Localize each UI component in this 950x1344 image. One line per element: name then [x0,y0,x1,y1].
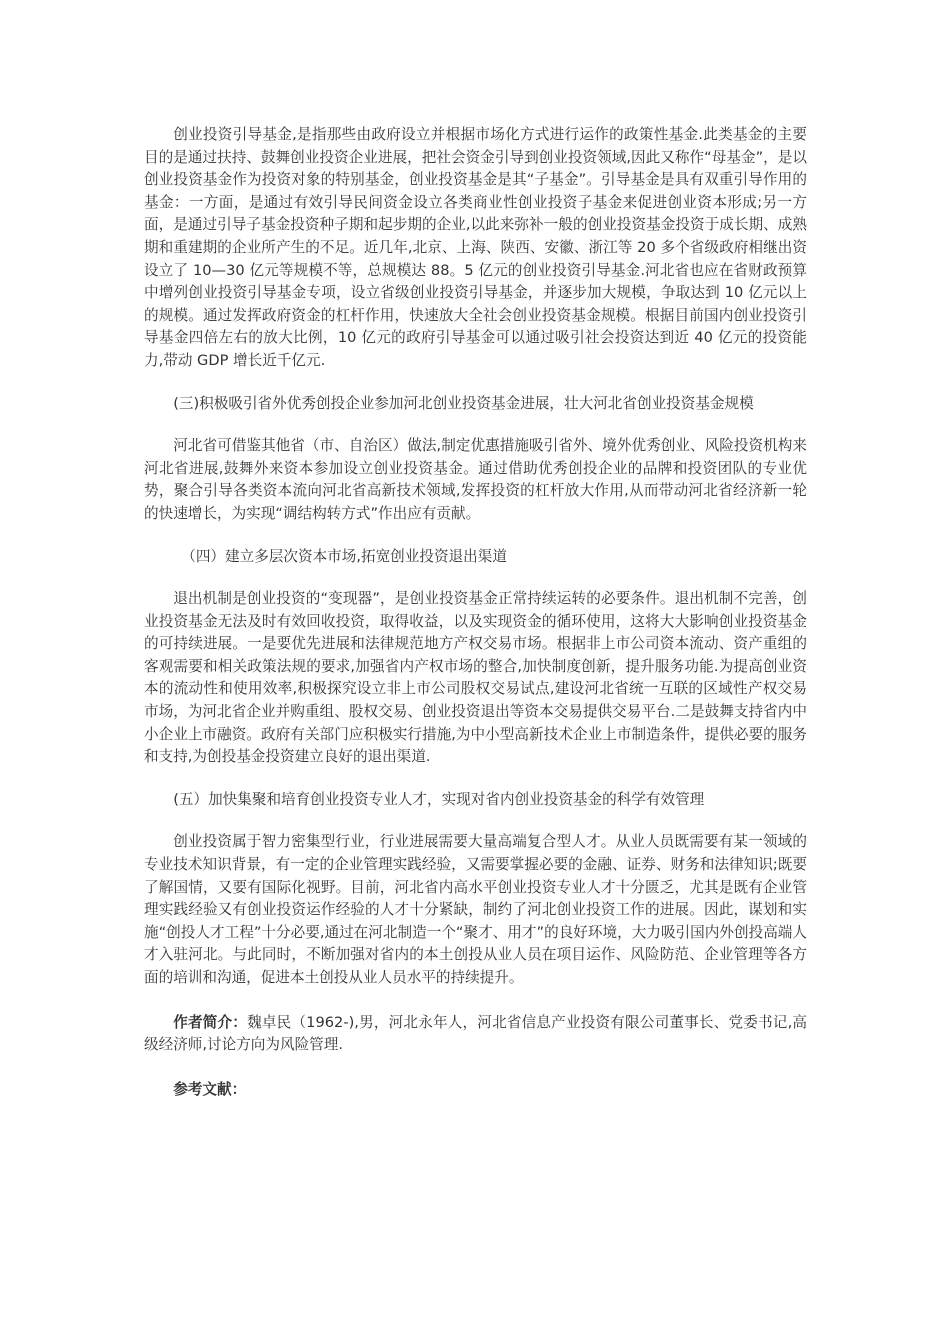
section-heading-3: (三)积极吸引省外优秀创投企业参加河北创业投资基金进展，壮大河北省创业投资基金规模 [173,394,754,412]
paragraph-exit-mechanism: 退出机制是创业投资的“变现器”，是创业投资基金正常持续运转的必要条件。退出机制不完善，创业投资基金无法及时有效回收投资，取得收益，以及实现资金的循环使用，这将大大影响创业投资基金的可持续进展。一是要优先进展和法律规范地方产权交易市场。根据非上市公司资本流动、资产重组的客观需要和相关政策法规的要求,加强省内产权市场的整合,加快制度创新，提升服务功能.为提高创业资本的流动性和使用效率,积极探究设立非上市公司股权交易试点,建设河北省统一互联的区域性产权交易市场，为河北省企业并购重组、股权交易、创业投资退出等资本交易提供交易平台.二是鼓舞支持省内中小企业上市融资。政府有关部门应积极实行措施,为中小型高新技术企业上市制造条件，提供必要的服务和支持,为创投基金投资建立良好的退出渠道. [144,590,807,766]
paragraph-guide-fund: 创业投资引导基金,是指那些由政府设立并根据市场化方式进行运作的政策性基金.此类基金的主要目的是通过扶持、鼓舞创业投资企业进展，把社会资金引导到创业投资领域,因此又称作“母基金”，是以创业投资基金作为投资对象的特别基金，创业投资基金是其“子基金”。引导基金是具有双重引导作用的基金：一方面，是通过有效引导民间资金设立各类商业性创业投资子基金来促进创业资本形成;另一方面，是通过引导子基金投资种子期和起步期的企业,以此来弥补一般的创业投资基金投资于成长期、成熟期和重建期的企业所产生的不足。近几年,北京、上海、陕西、安徽、浙江等 20 多个省级政府相继出资设立了 10—30 亿元等规模不等，总规模达 88。5 亿元的创业投资引导基金.河北省也应在省财政预算中增列创业投资引导基金专项，设立省级创业投资引导基金，并逐步加大规模，争取达到 10 亿元以上的规模。通过发挥政府资金的杠杆作用，快速放大全社会创业投资基金规模。根据目前国内创业投资引导基金四倍左右的放大比例，10 亿元的政府引导基金可以通过吸引社会投资达到近 40 亿元的投资能力,带动 GDP 增长近千亿元. [144,126,807,369]
author-bio [144,1012,807,1057]
section-heading-4: （四）建立多层次资本市场,拓宽创业投资退出渠道 [181,547,507,565]
spacer [144,415,807,435]
references-heading: 参考文献： [173,1080,247,1098]
spacer [144,1057,807,1079]
author-bio-label: 作者简介： [173,1013,248,1031]
spacer [144,811,807,831]
paragraph-attract-investors: 河北省可借鉴其他省（市、自治区）做法,制定优惠措施吸引省外、境外优秀创业、风险投资机构来河北省进展,鼓舞外来资本参加设立创业投资基金。通过借助优秀创投企业的品牌和投资团队的专业优势，聚合引导各类资本流向河北省高新技术领域,发挥投资的杠杆放大作用,从而带动河北省经济新一轮的快速增长，为实现“调结构转方式”作出应有贡献。 [144,437,807,522]
spacer [144,568,807,588]
spacer [144,373,807,393]
spacer [144,990,807,1012]
document-body [144,124,807,1101]
paragraph-talent: 创业投资属于智力密集型行业，行业进展需要大量高端复合型人才。从业人员既需要有某一领域的专业技术知识背景，有一定的企业管理实践经验，又需要掌握必要的金融、证券、财务和法律知识;既要了解国情，又要有国际化视野。目前，河北省内高水平创业投资专业人才十分匮乏，尤其是既有企业管理实践经验又有创业投资运作经验的人才十分紧缺，制约了河北创业投资工作的进展。因此，谋划和实施“创投人才工程”十分必要,通过在河北制造一个“聚才、用才”的良好环境，大力吸引国内外创投高端人才入驻河北。与此同时，不断加强对省内的本土创投从业人员在项目运作、风险防范、企业管理等各方面的培训和沟通，促进本土创投从业人员水平的持续提升。 [144,833,807,986]
spacer [144,526,807,546]
section-heading-5: (五）加快集聚和培育创业投资专业人才，实现对省内创业投资基金的科学有效管理 [173,790,705,808]
spacer [144,769,807,789]
author-bio-text: 魏卓民（1962-),男，河北永年人，河北省信息产业投资有限公司董事长、党委书记,高级经济师,讨论方向为风险管理. [144,1013,807,1054]
